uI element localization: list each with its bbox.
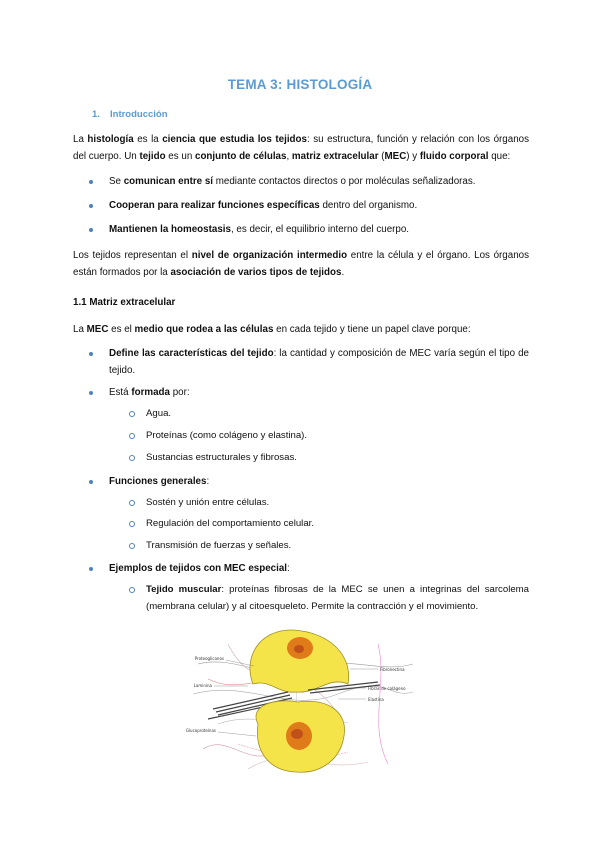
- section-heading-introduccion: [92, 109, 168, 120]
- sub-list-item: Agua.: [146, 406, 529, 423]
- page-title: TEMA 3: HISTOLOGÍA: [227, 77, 373, 92]
- section-number: 1.: [92, 109, 100, 120]
- section-title: Introducción: [110, 109, 168, 120]
- list-item: Ejemplos de tejidos con MEC especial:: [109, 561, 529, 578]
- sub-list-item: Transmisión de fuerzas y señales.: [146, 538, 529, 555]
- subsection-heading: 1.1 Matriz extracelular: [73, 297, 176, 308]
- figure-label: Fibras de colágeno: [368, 686, 406, 691]
- sub-list-item: Proteínas (como colágeno y elastina).: [146, 428, 529, 445]
- figure-label: Elastina: [368, 697, 384, 702]
- figure-label: Fibronectina: [380, 667, 405, 672]
- extracellular-matrix-illustration: [178, 624, 418, 776]
- paragraph-tissues: Los tejidos representan el nivel de organización intermedio entre la célula y el órgano. Los órganos están formados por la asociación de varios tipos de tejidos.: [73, 250, 529, 278]
- upper-nucleolus: [294, 645, 304, 653]
- list-item: Se comunican entre sí mediante contactos directos o por moléculas señalizadoras.: [109, 174, 529, 191]
- sub-list-item: Tejido muscular: proteínas fibrosas de la MEC se unen a integrinas del sarcolema (membrana celular) y al citoesqueleto. Permite la contracción y el movimiento.: [146, 582, 529, 615]
- list-item: Define las características del tejido: la cantidad y composición de MEC varía según el tipo de tejido.: [109, 346, 529, 379]
- figure-label: Laminina: [193, 683, 212, 688]
- list-item: Funciones generales:: [109, 474, 529, 491]
- figure-label: Proteoglicanos: [194, 656, 224, 661]
- intro-paragraph: La histología es la ciencia que estudia los tejidos: su estructura, función y relación con los órganos del cuerpo. Un tejido es un conjunto de células, matriz extracelular (MEC) y fluido corporal que:: [73, 134, 529, 162]
- list-item: Mantienen la homeostasis, es decir, el equilibrio interno del cuerpo.: [109, 222, 529, 239]
- list-item: Está formada por:: [109, 385, 529, 402]
- sub-list-item: Sostén y unión entre células.: [146, 495, 529, 512]
- lower-nucleolus: [291, 729, 303, 739]
- sub-list-item: Sustancias estructurales y fibrosas.: [146, 450, 529, 467]
- paragraph-mec: La MEC es el medio que rodea a las células en cada tejido y tiene un papel clave porque:: [73, 324, 471, 335]
- figure-label: Glucoproteínas: [185, 728, 216, 733]
- list-item: Cooperan para realizar funciones específicas dentro del organismo.: [109, 198, 529, 215]
- sub-list-item: Regulación del comportamiento celular.: [146, 516, 529, 533]
